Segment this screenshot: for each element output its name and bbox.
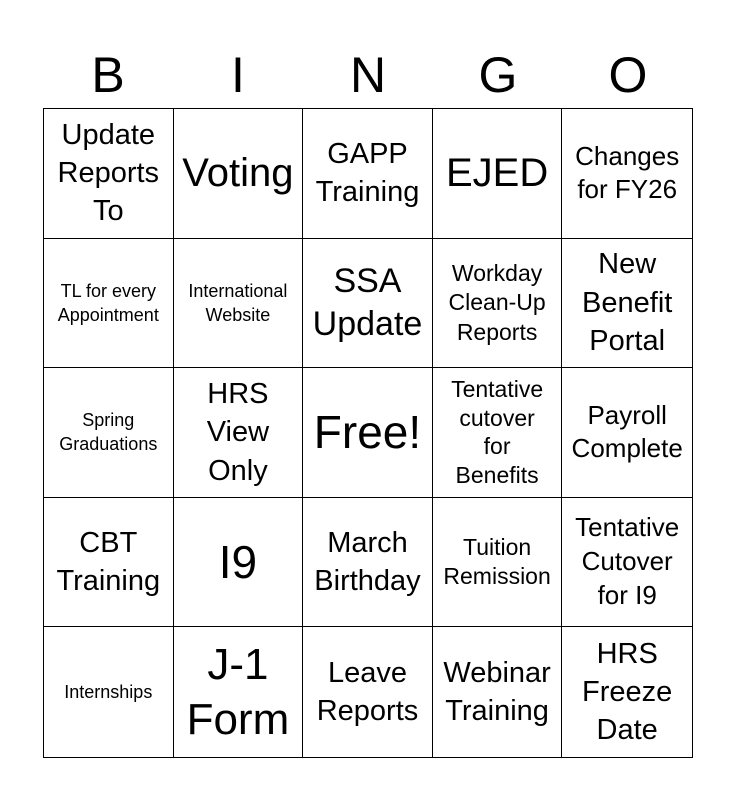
bingo-cell[interactable] [562, 498, 692, 628]
bingo-cell-label: TL for every Appointment [57, 280, 159, 325]
bingo-cell[interactable] [303, 498, 433, 628]
bingo-cell[interactable] [44, 627, 174, 757]
bingo-cell-label: HRS Freeze Date [582, 637, 673, 747]
bingo-cell[interactable] [44, 109, 174, 239]
bingo-cell-label: CBT Training [56, 526, 161, 598]
header-letter-o: O [608, 47, 648, 103]
bingo-cell[interactable] [174, 239, 304, 369]
bingo-cell-label: Changes for FY26 [575, 140, 680, 205]
bingo-cell[interactable] [433, 239, 563, 369]
bingo-cell[interactable] [44, 368, 174, 498]
bingo-cell-label: Tuition Remission [443, 533, 551, 590]
bingo-cell[interactable] [562, 239, 692, 369]
header-letter-i: I [231, 47, 245, 103]
bingo-cell[interactable] [174, 109, 304, 239]
bingo-cell[interactable] [562, 109, 692, 239]
bingo-cell[interactable] [562, 368, 692, 498]
bingo-cell[interactable] [174, 498, 304, 628]
bingo-cell-label: I9 [218, 535, 258, 588]
bingo-cell-label: SSA Update [312, 262, 423, 343]
bingo-cell-label: Update Reports To [57, 118, 160, 228]
bingo-cell[interactable] [174, 627, 304, 757]
header-letter-n: N [349, 47, 387, 103]
bingo-cell-label: March Birthday [314, 526, 421, 598]
bingo-board [43, 108, 693, 758]
bingo-cell[interactable] [562, 627, 692, 757]
bingo-cell[interactable] [174, 368, 304, 498]
bingo-cell[interactable] [303, 239, 433, 369]
bingo-cell-label: Webinar Training [443, 656, 551, 728]
bingo-cell[interactable] [303, 368, 433, 498]
bingo-cell-label: Spring Graduations [59, 410, 158, 455]
bingo-cell-label: HRS View Only [206, 378, 270, 487]
bingo-cell-label: Leave Reports [316, 656, 419, 728]
bingo-cell[interactable] [44, 498, 174, 628]
bingo-cell[interactable] [433, 109, 563, 239]
bingo-header [43, 42, 693, 108]
bingo-cell-label: Voting [182, 151, 294, 196]
bingo-cell-label: Free! [313, 405, 422, 458]
bingo-cell-label: J-1 Form [186, 640, 290, 745]
bingo-cell[interactable] [303, 627, 433, 757]
bingo-cell[interactable] [433, 498, 563, 628]
bingo-cell-label: Tentative Cutover for I9 [575, 512, 680, 610]
bingo-cell[interactable] [433, 368, 563, 498]
header-letter-g: G [478, 47, 518, 103]
bingo-cell-label: New Benefit Portal [582, 248, 673, 358]
bingo-cell-label: EJED [445, 151, 549, 196]
bingo-cell-label: GAPP Training [315, 138, 420, 209]
bingo-cell-label: International Website [188, 280, 288, 325]
bingo-cell-label: Internships [64, 682, 153, 703]
bingo-cell[interactable] [44, 239, 174, 369]
bingo-cell-label: Payroll Complete [571, 399, 683, 464]
header-letter-b: B [91, 47, 125, 103]
bingo-cell-label: Workday Clean-Up Reports [448, 259, 546, 345]
bingo-cell[interactable] [303, 109, 433, 239]
bingo-cell-label: Tentative cutover for Benefits [451, 376, 544, 488]
bingo-cell[interactable] [433, 627, 563, 757]
